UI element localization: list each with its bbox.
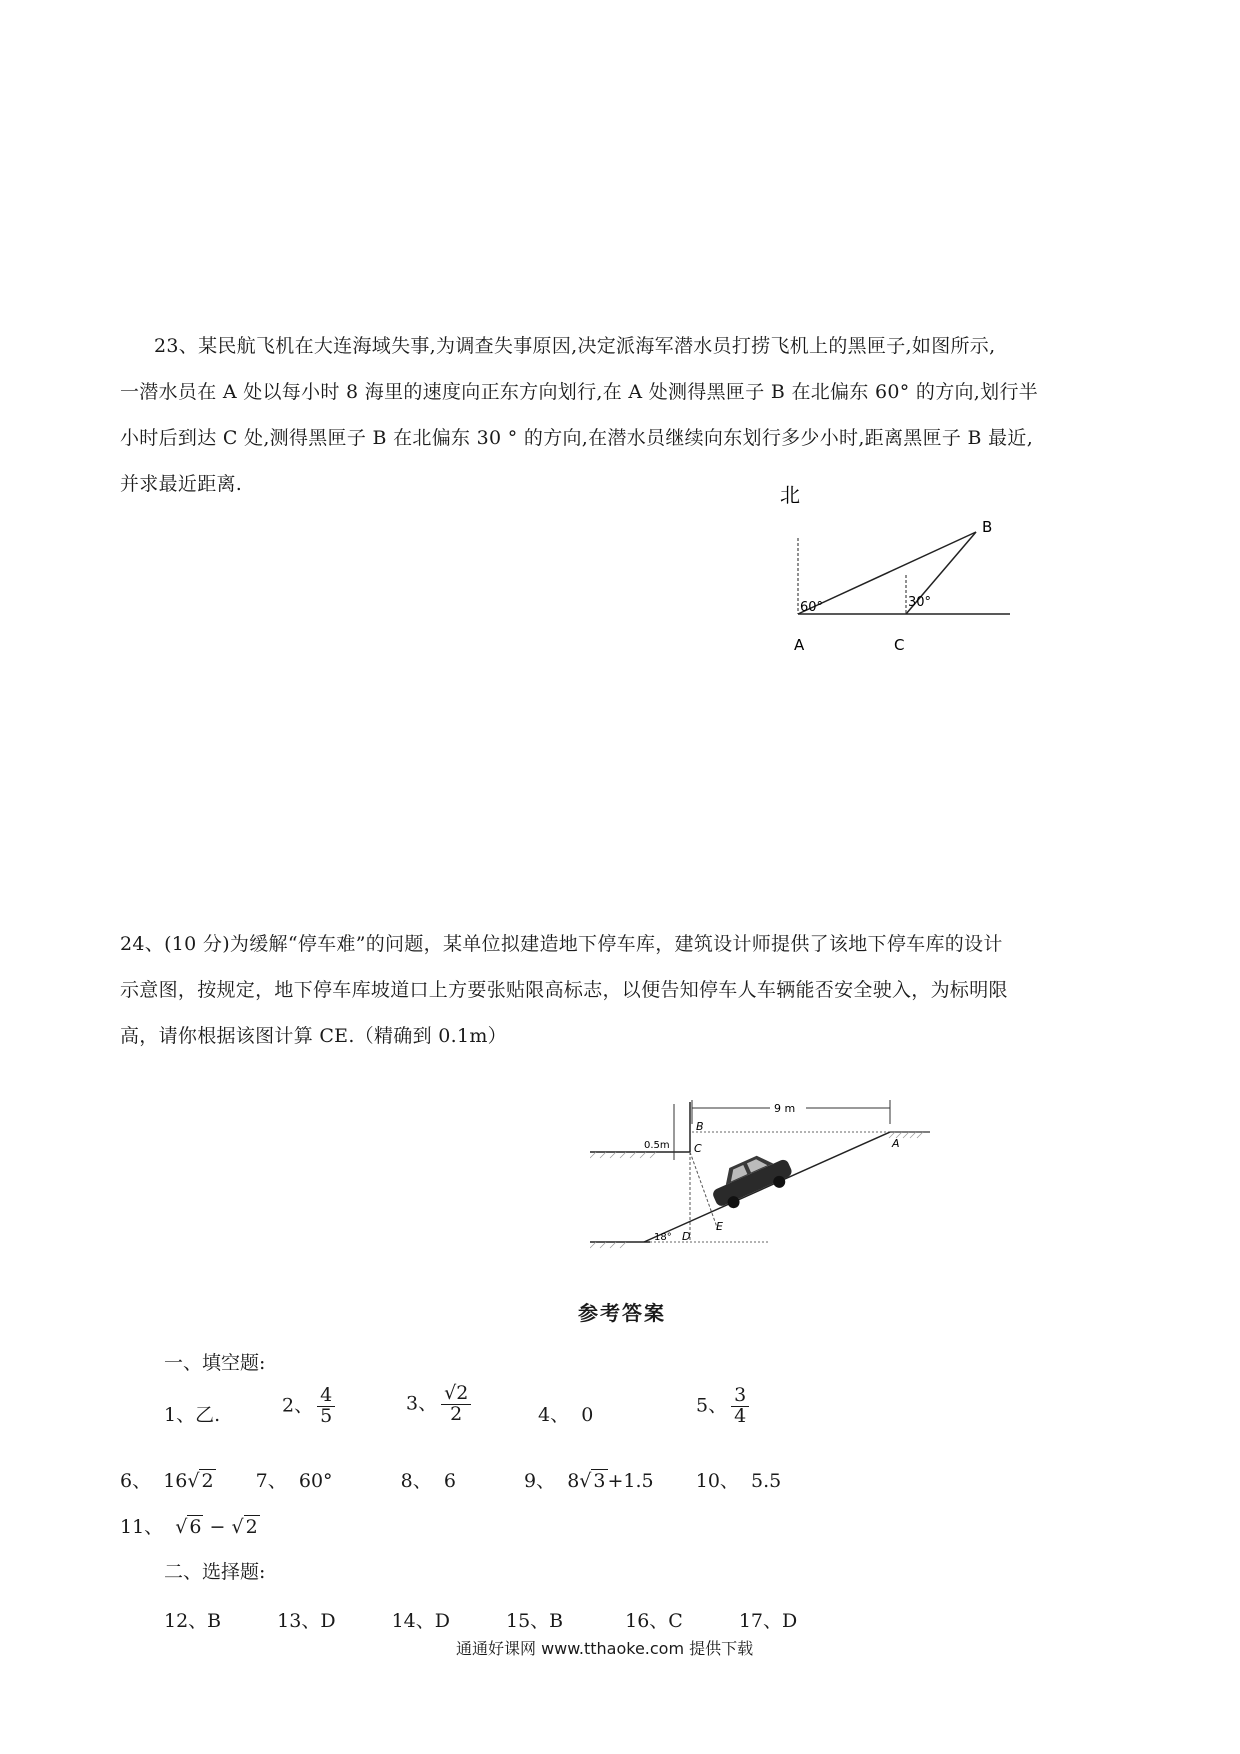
answer-5-frac — [731, 1386, 749, 1427]
answer-9-coef: 8 — [567, 1470, 580, 1492]
answer-1-no: 1、 — [164, 1404, 196, 1426]
q24-ground-bottom-hatch — [590, 1242, 626, 1248]
q24-label-b: B — [696, 1120, 704, 1133]
choice-14: 14、D — [391, 1610, 450, 1632]
choice-17: 17、D — [738, 1610, 798, 1632]
answer-10-val: 5.5 — [751, 1470, 782, 1492]
answer-9-tail: +1.5 — [607, 1470, 654, 1492]
choice-13: 13、D — [277, 1610, 336, 1632]
answer-2-num: 4 — [317, 1386, 335, 1407]
choice-heading: 二、选择题: — [164, 1561, 266, 1583]
q24-label-a: A — [892, 1137, 900, 1150]
choice-15: 15、B — [505, 1610, 564, 1632]
answer-10-no: 10、 — [695, 1470, 739, 1492]
answer-6-coef: 16 — [163, 1470, 188, 1492]
choice-12: 12、B — [164, 1610, 222, 1632]
answer-5-no: 5、 — [696, 1394, 728, 1417]
q24-figure — [590, 1090, 940, 1260]
answer-2-den: 5 — [320, 1404, 333, 1427]
answer-7-no: 7、 — [255, 1470, 287, 1492]
answer-2 — [282, 1386, 339, 1427]
answer-3-no: 3、 — [406, 1392, 438, 1415]
answer-9-rad: 3 — [593, 1470, 606, 1492]
answer-6 — [120, 1470, 216, 1492]
answer-6-rad: 2 — [201, 1470, 214, 1492]
page-footer: 通通好课网 www.tthaoke.com 提供下载 — [456, 1639, 754, 1658]
answer-11-sqrt-1: √ 6 — [175, 1516, 202, 1538]
answer-11-sqrt-2: √ 2 — [231, 1516, 258, 1538]
q23-line-4: 并求最近距离. — [120, 473, 243, 495]
answer-5 — [696, 1386, 753, 1427]
q24-line-3: 高，请你根据该图计算 CE.（精确到 0.1m） — [120, 1025, 507, 1047]
answer-11-minus: − — [209, 1516, 226, 1538]
answer-8 — [401, 1470, 456, 1492]
q23-line-3: 小时后到达 C 处,测得黑匣子 B 在北偏东 30 ° 的方向,在潜水员继续向东划行多少小时,距离黑匣子 B 最近, — [120, 427, 1034, 449]
answer-2-frac — [317, 1386, 335, 1427]
q23-label-c: C — [894, 636, 905, 654]
answer-3-num: √2 — [441, 1384, 471, 1405]
answer-1-val: 乙. — [195, 1404, 221, 1426]
choice-16: 16、C — [625, 1610, 683, 1632]
answer-10 — [696, 1470, 782, 1492]
answer-7 — [256, 1470, 333, 1492]
q24-label-d: D — [682, 1230, 691, 1243]
answers-row-6-10 — [120, 1466, 781, 1493]
answer-8-val: 6 — [443, 1470, 456, 1492]
q23-label-b: B — [982, 518, 993, 536]
q24-line-2: 示意图，按规定，地下停车库坡道口上方要张贴限高标志，以便告知停车人车辆能否安全驶入，为标明限 — [120, 979, 1008, 1001]
q24-dim-left: 0.5m — [644, 1140, 670, 1151]
q24-car — [706, 1145, 797, 1214]
answer-3-frac — [441, 1384, 471, 1425]
q24-label-c: C — [694, 1142, 702, 1155]
answer-6-sqrt: √ 2 — [187, 1470, 214, 1492]
q24-angle: 18° — [654, 1232, 672, 1243]
answer-1 — [164, 1400, 220, 1427]
q24-line-ce — [690, 1152, 718, 1230]
answer-7-val: 60° — [298, 1470, 333, 1492]
q23-figure — [770, 478, 1030, 668]
answer-6-no: 6、 — [120, 1470, 152, 1492]
answer-3-num-rad: 2 — [456, 1382, 469, 1404]
q23-line-ab — [798, 532, 976, 614]
q23-line-1: 23、某民航飞机在大连海域失事,为调查失事原因,决定派海军潜水员打捞飞机上的黑匣子,如图所示, — [154, 335, 996, 357]
fill-heading: 一、填空题: — [164, 1352, 266, 1374]
answer-5-num: 3 — [731, 1386, 749, 1407]
q24-dim-top: 9 m — [774, 1102, 796, 1115]
question-24 — [120, 921, 1140, 1059]
q24-ramp — [644, 1132, 890, 1242]
answer-5-den: 4 — [734, 1404, 747, 1427]
answer-11-rad-2: 2 — [245, 1516, 258, 1538]
answer-9 — [524, 1470, 654, 1492]
answer-11-no: 11、 — [120, 1516, 164, 1538]
answer-9-sqrt: √ 3 — [579, 1470, 606, 1492]
q23-angle-a: 60° — [800, 600, 824, 615]
answer-3 — [406, 1384, 475, 1425]
q24-ceiling-hatch — [590, 1152, 656, 1158]
q23-label-a: A — [794, 636, 805, 654]
answer-11-rad-1: 6 — [189, 1516, 202, 1538]
answer-11 — [120, 1512, 260, 1539]
q23-angle-c: 30° — [908, 595, 932, 610]
answers-title: 参考答案 — [578, 1301, 666, 1325]
answer-4-val: 0 — [581, 1404, 594, 1426]
q24-line-1: 24、(10 分)为缓解“停车难”的问题，某单位拟建造地下停车库，建筑设计师提供了该地下停车库的设计 — [120, 933, 1003, 955]
answer-3-den: 2 — [450, 1402, 463, 1425]
choice-answers — [164, 1606, 797, 1633]
q24-label-e: E — [716, 1220, 723, 1233]
answer-2-no: 2、 — [282, 1394, 314, 1417]
q23-north-label: 北 — [780, 483, 800, 507]
answer-8-no: 8、 — [400, 1470, 432, 1492]
answer-4-no: 4、 — [538, 1404, 570, 1426]
q23-line-2: 一潜水员在 A 处以每小时 8 海里的速度向正东方向划行,在 A 处测得黑匣子 B 在北偏东 60° 的方向,划行半 — [120, 381, 1039, 403]
answer-9-no: 9、 — [524, 1470, 556, 1492]
answer-4 — [538, 1400, 593, 1427]
